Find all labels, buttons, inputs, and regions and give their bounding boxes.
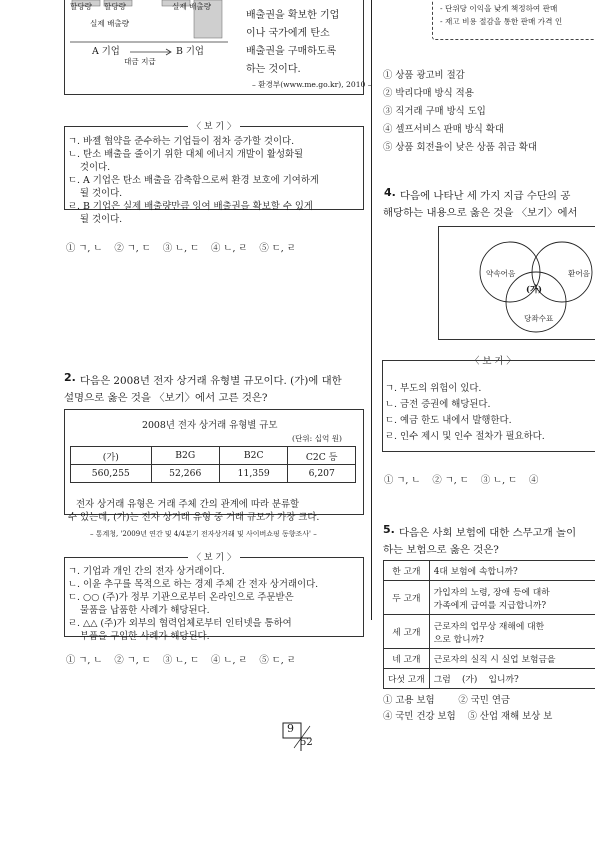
bogi-title-2: 〈 보 기 〉	[188, 550, 240, 563]
row4-head: 네 고개	[384, 649, 430, 669]
bogi1-item-2: ㄴ. 탄소 배출을 줄이기 위한 대체 에너지 개발이 활성화될	[68, 149, 304, 160]
q2-header-ga: (가)	[71, 447, 152, 465]
q2-prompt-2: 설명으로 옳은 것을 〈보기〉에서 고른 것은?	[64, 392, 268, 404]
q2-desc-1: 전자 상거래 유형은 거래 주체 간의 관계에 따라 분류할	[76, 499, 300, 510]
row4-text: 근로자의 실직 시 실업 보험금을	[429, 649, 595, 669]
q2-value-c2c: 6,207	[288, 465, 356, 483]
q4-choices[interactable]: ① ㄱ, ㄴ ② ㄱ, ㄷ ③ ㄴ, ㄷ ④	[384, 475, 539, 486]
q2-value-ga: 560,255	[71, 465, 152, 483]
axis-caption: 대금 지급	[124, 57, 156, 66]
q5-options-1[interactable]: ① 고용 보험 ② 국민 연금	[383, 695, 510, 706]
row1-text: 4대 보험에 속합니까?	[429, 561, 595, 581]
q3-option-1[interactable]: ① 상품 광고비 절감	[383, 70, 465, 81]
q3-option-5[interactable]: ⑤ 상품 회전율이 낮은 상품 취급 확대	[383, 142, 538, 153]
row3-text	[429, 615, 595, 649]
twenty-questions-table	[383, 560, 595, 689]
bogi4-item-4: ㄹ. 인수 제시 및 인수 절차가 필요하다.	[385, 431, 545, 442]
row1-head: 한 고개	[384, 561, 430, 581]
q3-option-3[interactable]: ③ 직거래 구매 방식 도입	[383, 106, 486, 117]
q2-header-b2c: B2C	[219, 447, 287, 465]
row2-head: 두 고개	[384, 581, 430, 615]
axis-label-b: B 기업	[176, 46, 204, 57]
venn-label-check: 당좌수표	[524, 314, 554, 323]
q2-header-c2c: C2C 등	[288, 447, 356, 465]
bogi1-item-1: ㄱ. 바젤 협약을 준수하는 기업들이 점차 증가할 것이다.	[68, 136, 295, 147]
figure-source: – 환경부(www.me.go.kr), 2010 –	[252, 80, 372, 89]
bogi2-item-4b: 부품을 구입한 사례가 해당된다.	[68, 631, 210, 642]
q5-prompt-1: 다음은 사회 보험에 대한 스무고개 놀이	[399, 527, 577, 539]
figure-text-1: 배출권을 확보한 기업	[246, 10, 340, 21]
q2-header-b2g: B2G	[151, 447, 219, 465]
q5-options-2[interactable]: ④ 국민 건강 보험 ⑤ 산업 재해 보상 보	[383, 711, 553, 722]
venn-label-bill: 환어음	[568, 269, 591, 278]
bogi1-item-4b: 될 것이다.	[68, 214, 123, 225]
venn-label-promissory: 약속어음	[486, 269, 516, 278]
bogi4-item-3: ㄷ. 예금 한도 내에서 발행한다.	[385, 415, 512, 426]
q5-number: 5.	[383, 523, 395, 536]
strategy-note-2: - 재고 비용 절감을 통한 판매 가격 인	[440, 17, 563, 26]
q2-choices[interactable]: ① ㄱ, ㄴ ② ㄱ, ㄷ ③ ㄴ, ㄷ ④ ㄴ, ㄹ ⑤ ㄷ, ㄹ	[66, 655, 296, 666]
figure-text-3: 배출권을 구매하도록	[246, 46, 337, 57]
q2-table-title: 2008년 전자 상거래 유형별 규모	[142, 420, 278, 431]
q3-option-4[interactable]: ④ 셀프서비스 판매 방식 확대	[383, 124, 504, 135]
page-current: 9	[287, 722, 294, 735]
bogi4-item-2: ㄴ. 금전 증권에 해당된다.	[385, 399, 491, 410]
q2-unit: (단위: 십억 원)	[292, 434, 342, 443]
q3-option-2[interactable]: ② 박리다매 방식 적용	[383, 88, 474, 99]
bogi2-item-4: ㄹ. △△ (주)가 외부의 협력업체로부터 인터넷을 통하여	[68, 618, 292, 629]
bogi1-item-3: ㄷ. A 기업은 탄소 배출을 감축함으로써 환경 보호에 기여하게	[68, 175, 319, 186]
bogi1-item-4: ㄹ. B 기업은 실제 배출량만큼 잉여 배출권을 확보할 수 있게	[68, 201, 313, 212]
row2-text-line1: 가입자의 노령, 장애 등에 대하	[433, 587, 550, 598]
q2-number: 2.	[64, 371, 76, 384]
q4-prompt-2: 해당하는 내용으로 옳은 것을 〈보기〉에서	[383, 207, 578, 219]
bogi1-item-3b: 될 것이다.	[68, 188, 123, 199]
q2-value-b2c: 11,359	[219, 465, 287, 483]
figure-text-2: 이나 국가에게 탄소	[246, 28, 330, 39]
bar-label-a-emission: 실제 배출량	[90, 19, 130, 28]
page-total: 52	[300, 737, 313, 748]
row2-text	[429, 581, 595, 615]
bogi1-item-2b: 것이다.	[68, 162, 111, 173]
q4-prompt-1: 다음에 나타난 세 가지 지급 수단의 공	[400, 190, 571, 202]
bogi4-item-1: ㄱ. 부도의 위험이 있다.	[385, 383, 482, 394]
q4-number: 4.	[384, 186, 396, 199]
bogi2-item-2: ㄴ. 이윤 추구를 목적으로 하는 경제 주체 간 전자 상거래이다.	[68, 579, 319, 590]
row5-head: 다섯 고개	[384, 669, 430, 689]
bar-label-a-actual: 할당량	[104, 2, 127, 11]
column-divider	[371, 0, 372, 620]
row2-text-line2: 가족에게 급여를 지급합니까?	[433, 600, 547, 611]
bogi-title-1: 〈 보 기 〉	[188, 119, 240, 132]
venn-label-ga: (가)	[526, 284, 543, 294]
row5-text: 그럼 (가) 입니까?	[429, 669, 595, 689]
q2-source: – 통계청, '2009년 연간 및 4/4분기 전자상거래 및 사이버쇼핑 동향조사' –	[90, 530, 317, 538]
axis-label-a: A 기업	[92, 46, 120, 57]
row3-head: 세 고개	[384, 615, 430, 649]
bogi2-item-1: ㄱ. 기업과 개인 간의 전자 상거래이다.	[68, 566, 225, 577]
q2-value-b2g: 52,266	[151, 465, 219, 483]
figure-text-4: 하는 것이다.	[246, 64, 301, 75]
bogi2-item-3: ㄷ. ○○ (주)가 정부 기관으로부터 온라인으로 주문받은	[68, 592, 294, 603]
strategy-note-1: - 단위당 이익을 낮게 책정하여 판매	[440, 4, 558, 13]
q2-prompt-1: 다음은 2008년 전자 상거래 유형별 규모이다. (가)에 대한	[80, 375, 342, 387]
row3-text-line2: 으로 합니까?	[433, 634, 484, 645]
q5-prompt-2: 하는 보험으로 옳은 것은?	[383, 544, 499, 556]
q1-choices[interactable]: ① ㄱ, ㄴ ② ㄱ, ㄷ ③ ㄴ, ㄷ ④ ㄴ, ㄹ ⑤ ㄷ, ㄹ	[66, 243, 296, 254]
row3-text-line1: 근로자의 업무상 재해에 대한	[433, 621, 545, 632]
bar-label-a-quota: 할당량	[70, 2, 93, 11]
bogi4-title: 〈 보 기 〉	[470, 356, 516, 367]
q2-desc-2: 수 있는데, (가)는 전자 상거래 유형 중 거래 규모가 가장 크다.	[68, 512, 320, 523]
bogi2-item-3b: 물품을 납품한 사례가 해당된다.	[68, 605, 210, 616]
q2-ecommerce-table	[70, 446, 356, 483]
bar-label-b-emission: 실제 배출량	[172, 2, 212, 11]
